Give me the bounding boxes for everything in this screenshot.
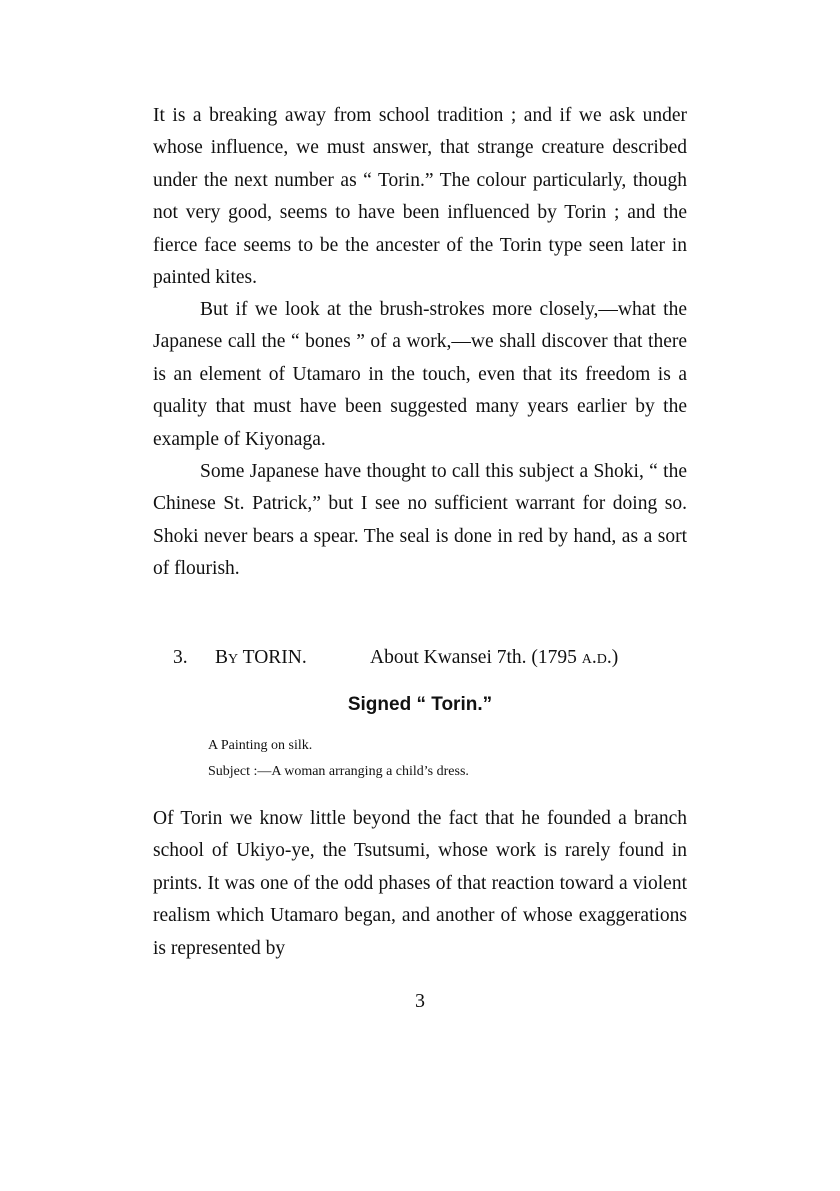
catalogue-entry-header bbox=[173, 647, 618, 669]
entry-date bbox=[370, 647, 618, 668]
entry-date-prefix: About Kwansei 7th. (1795 bbox=[370, 647, 577, 668]
paragraph-intro: It is a breaking away from school tradition ; and if we ask under whose influence, we must answer, that strange creature described under the next number as “ Torin.” The colour particularly, though not very good, seems to have been influenced by Torin ; and the fierce face seems to be the ancester of the Torin type seen later in painted kites. bbox=[153, 105, 687, 289]
entry-era: a.d. bbox=[581, 647, 612, 668]
paragraph-torin: Of Torin we know little beyond the fact that he founded a branch school of Ukiyo-ye, the Tsutsumi, whose work is rarely found in prints. It was one of the odd phases of that reaction toward a violent realism which Utamaro began, and another of whose exaggerations is represented by bbox=[153, 808, 687, 959]
entry-number: 3. bbox=[173, 647, 188, 668]
entry-by: By bbox=[215, 647, 239, 668]
paragraph-brush-strokes: But if we look at the brush-strokes more closely,—what the Japanese call the “ bones ” of a work,—we shall discover that there is an element of Utamaro in the touch, even that its freedom is a quality that must have been suggested many years earlier by the example of Kiyonaga. bbox=[153, 299, 687, 450]
entry-medium: A Painting on silk. bbox=[208, 738, 313, 753]
entry-artist-name: TORIN. bbox=[242, 647, 307, 668]
entry-artist bbox=[215, 647, 370, 669]
entry-date-suffix: ) bbox=[611, 647, 619, 668]
signature-heading: Signed “ Torin.” bbox=[347, 694, 493, 715]
paragraph-shoki: Some Japanese have thought to call this subject a Shoki, “ the Chinese St. Patrick,” but I see no sufficient warrant for doing so. Shoki never bears a spear. The seal is done in red by hand, as a sort of flourish. bbox=[153, 461, 687, 580]
page-number: 3 bbox=[415, 990, 425, 1012]
entry-subject: Subject :—A woman arranging a child’s dress. bbox=[208, 764, 469, 779]
